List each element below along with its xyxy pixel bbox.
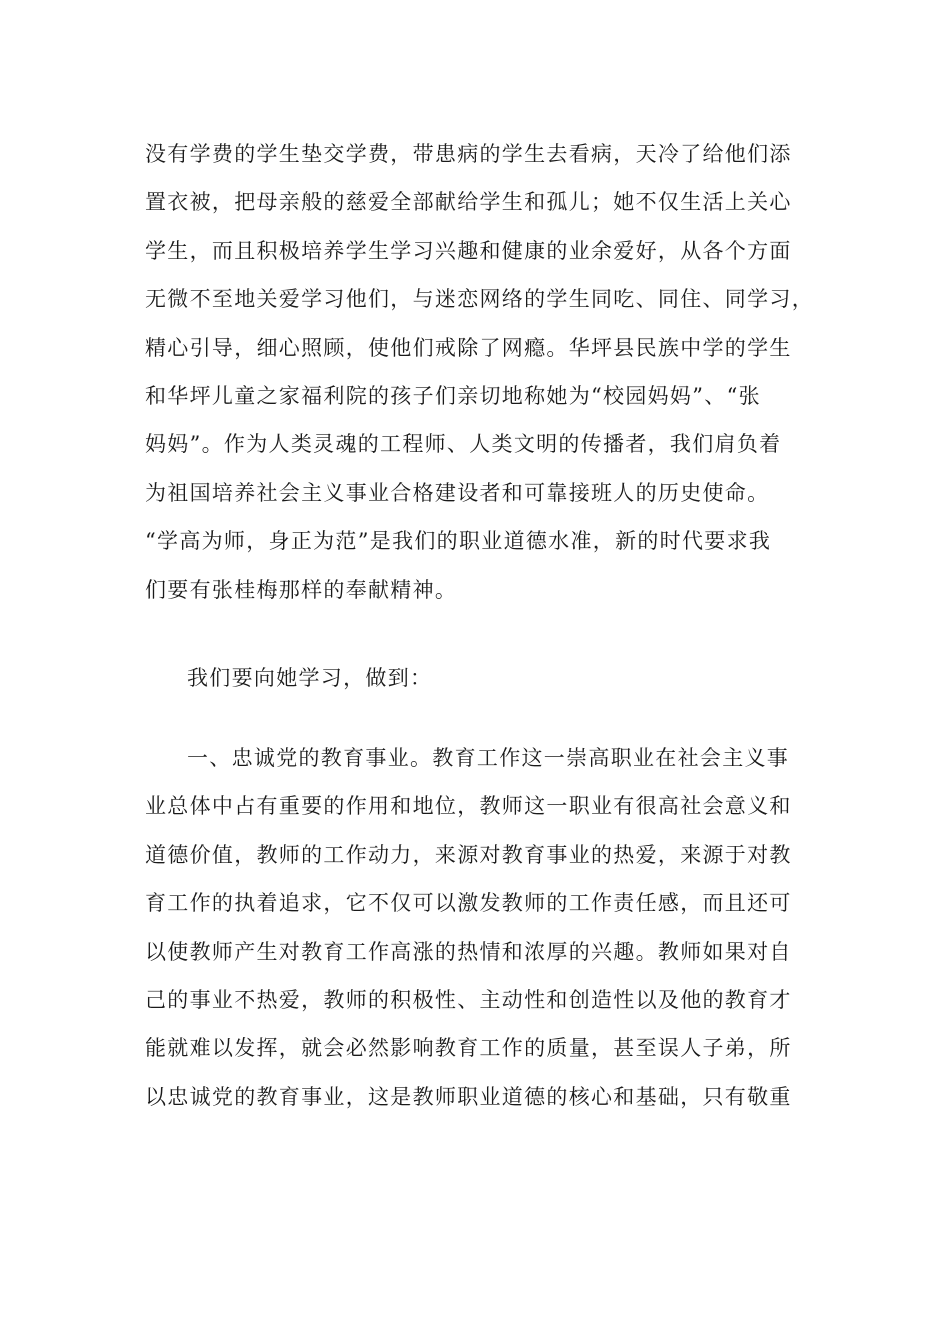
text-line: 业总体中占有重要的作用和地位，教师这一职业有很高社会意义和: [145, 794, 792, 819]
text-line: 为祖国培养社会主义事业合格建设者和可靠接班人的历史使命。: [145, 480, 770, 505]
text-line: 学生，而且积极培养学生学习兴趣和健康的业余爱好，从各个方面: [145, 238, 792, 263]
paragraph-point-one: [145, 734, 805, 1121]
text-line: 一、忠诚党的教育事业。教育工作这一崇高职业在社会主义事: [187, 746, 790, 770]
text-line: 以忠诚党的教育事业，这是教师职业道德的核心和基础，只有敬重: [145, 1084, 792, 1109]
text-line: 置衣被，把母亲般的慈爱全部献给学生和孤儿；她不仅生活上关心: [145, 190, 792, 215]
text-line: 无微不至地关爱学习他们，与迷恋网络的学生同吃、同住、同学习，: [145, 287, 814, 312]
text-line: 妈妈”。作为人类灵魂的工程师、人类文明的传播者，我们肩负着: [145, 432, 782, 457]
paragraph-intro: [145, 654, 805, 702]
text-line: “学高为师，身正为范”是我们的职业道德水准，新的时代要求我: [145, 529, 772, 554]
text-line: 们要有张桂梅那样的奉献精神。: [145, 577, 458, 602]
text-line: 己的事业不热爱，教师的积极性、主动性和创造性以及他的教育才: [145, 987, 792, 1012]
text-line: 能就难以发挥，就会必然影响教育工作的质量，甚至误人子弟，所: [145, 1036, 792, 1061]
text-line: 道德价值，教师的工作动力，来源对教育事业的热爱，来源于对教: [145, 842, 792, 867]
text-line: 和华坪儿童之家福利院的孩子们亲切地称她为“校园妈妈”、“张: [145, 383, 761, 408]
text-line: 育工作的执着追求，它不仅可以激发教师的工作责任感，而且还可: [145, 891, 792, 916]
text-line: 以使教师产生对教育工作高涨的热情和浓厚的兴趣。教师如果对自: [145, 939, 792, 964]
text-line: 我们要向她学习，做到：: [187, 666, 433, 690]
text-line: 精心引导，细心照顾，使他们戒除了网瘾。华坪县民族中学的学生: [145, 335, 792, 360]
paragraph-continuation: [145, 130, 814, 614]
text-line: 没有学费的学生垫交学费，带患病的学生去看病，天冷了给他们添: [145, 142, 792, 166]
